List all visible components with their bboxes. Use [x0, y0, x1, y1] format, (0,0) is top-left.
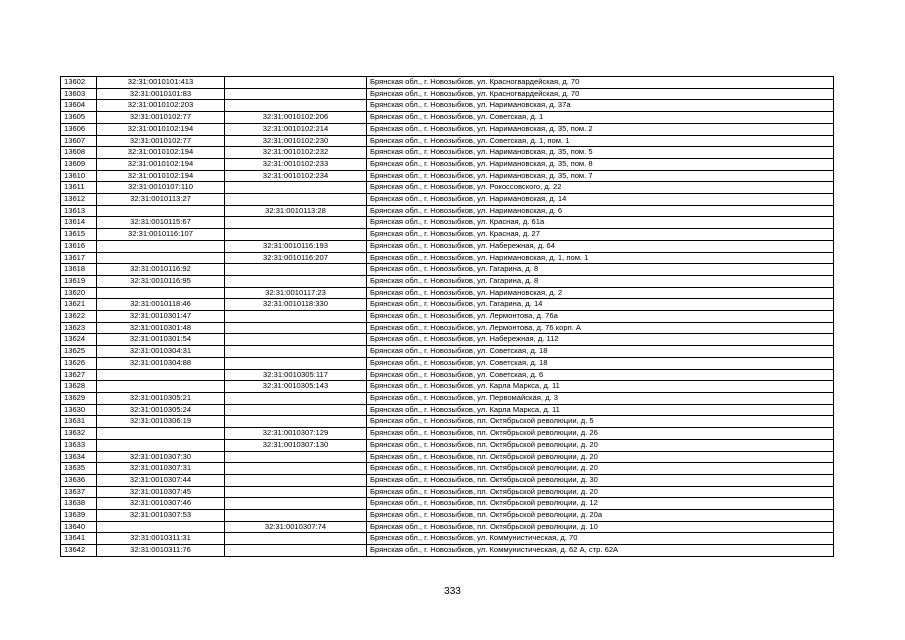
cadastral-number-cell: 32:31:0010307:45	[97, 486, 225, 498]
address-cell: Брянская обл., г. Новозыбков, пл. Октябрьской революции, д. 20	[367, 439, 834, 451]
building-cadastral-number-cell: 32:31:0010102:214	[225, 123, 367, 135]
row-number-cell: 13624	[61, 334, 97, 346]
building-cadastral-number-cell: 32:31:0010102:234	[225, 170, 367, 182]
cadastral-number-cell: 32:31:0010102:194	[97, 170, 225, 182]
address-cell: Брянская обл., г. Новозыбков, пл. Октябрьской революции, д. 26	[367, 428, 834, 440]
row-number-cell: 13608	[61, 147, 97, 159]
table-row	[61, 533, 834, 545]
address-cell: Брянская обл., г. Новозыбков, пл. Октябрьской революции, д. 20а	[367, 510, 834, 522]
table-row	[61, 123, 834, 135]
address-cell: Брянская обл., г. Новозыбков, ул. Гагарина, д. 8	[367, 264, 834, 276]
cadastral-number-cell: 32:31:0010113:27	[97, 194, 225, 206]
row-number-cell: 13621	[61, 299, 97, 311]
cadastral-number-cell: 32:31:0010304:88	[97, 357, 225, 369]
address-cell: Брянская обл., г. Новозыбков, ул. Первомайская, д. 3	[367, 392, 834, 404]
address-cell: Брянская обл., г. Новозыбков, ул. Карла Маркса, д. 11	[367, 381, 834, 393]
row-number-cell: 13636	[61, 474, 97, 486]
table-row	[61, 346, 834, 358]
building-cadastral-number-cell: 32:31:0010118:330	[225, 299, 367, 311]
table-row	[61, 194, 834, 206]
cadastral-number-cell: 32:31:0010101:413	[97, 77, 225, 89]
row-number-cell: 13619	[61, 275, 97, 287]
building-cadastral-number-cell	[225, 334, 367, 346]
cadastral-number-cell	[97, 428, 225, 440]
table-row	[61, 182, 834, 194]
row-number-cell: 13637	[61, 486, 97, 498]
address-cell: Брянская обл., г. Новозыбков, ул. Советская, д. 18	[367, 346, 834, 358]
address-cell: Брянская обл., г. Новозыбков, ул. Советская, д. 1, пом. 1	[367, 135, 834, 147]
table-row	[61, 88, 834, 100]
table-row	[61, 275, 834, 287]
cadastral-number-cell: 32:31:0010301:48	[97, 322, 225, 334]
cadastral-number-cell	[97, 439, 225, 451]
row-number-cell: 13638	[61, 498, 97, 510]
address-cell: Брянская обл., г. Новозыбков, ул. Лермонтова, д. 76а	[367, 311, 834, 323]
cadastral-number-cell	[97, 287, 225, 299]
building-cadastral-number-cell	[225, 100, 367, 112]
row-number-cell: 13631	[61, 416, 97, 428]
address-cell: Брянская обл., г. Новозыбков, пл. Октябрьской революции, д. 5	[367, 416, 834, 428]
table-row	[61, 369, 834, 381]
building-cadastral-number-cell	[225, 322, 367, 334]
building-cadastral-number-cell	[225, 545, 367, 557]
table-row	[61, 334, 834, 346]
table-row	[61, 135, 834, 147]
address-cell: Брянская обл., г. Новозыбков, ул. Коммунистическая, д. 62 А, стр. 62А	[367, 545, 834, 557]
address-cell: Брянская обл., г. Новозыбков, пл. Октябрьской революции, д. 20	[367, 463, 834, 475]
row-number-cell: 13622	[61, 311, 97, 323]
cadastral-number-cell: 32:31:0010102:194	[97, 123, 225, 135]
address-cell: Брянская обл., г. Новозыбков, пл. Октябрьской революции, д. 12	[367, 498, 834, 510]
table-row	[61, 392, 834, 404]
cadastral-number-cell: 32:31:0010102:194	[97, 158, 225, 170]
cadastral-number-cell: 32:31:0010116:95	[97, 275, 225, 287]
table-row	[61, 474, 834, 486]
cadastral-number-cell: 32:31:0010305:24	[97, 404, 225, 416]
table-row	[61, 287, 834, 299]
address-cell: Брянская обл., г. Новозыбков, ул. Наримановская, д. 35, пом. 7	[367, 170, 834, 182]
table-row	[61, 498, 834, 510]
address-cell: Брянская обл., г. Новозыбков, пл. Октябрьской революции, д. 20	[367, 451, 834, 463]
row-number-cell: 13630	[61, 404, 97, 416]
cadastral-number-cell: 32:31:0010304:31	[97, 346, 225, 358]
row-number-cell: 13623	[61, 322, 97, 334]
cadastral-number-cell: 32:31:0010301:54	[97, 334, 225, 346]
row-number-cell: 13616	[61, 240, 97, 252]
building-cadastral-number-cell: 32:31:0010102:232	[225, 147, 367, 159]
table-row	[61, 240, 834, 252]
row-number-cell: 13625	[61, 346, 97, 358]
cadastral-number-cell: 32:31:0010307:30	[97, 451, 225, 463]
row-number-cell: 13618	[61, 264, 97, 276]
table-row	[61, 158, 834, 170]
building-cadastral-number-cell: 32:31:0010102:230	[225, 135, 367, 147]
address-cell: Брянская обл., г. Новозыбков, ул. Карла Маркса, д. 11	[367, 404, 834, 416]
row-number-cell: 13639	[61, 510, 97, 522]
row-number-cell: 13613	[61, 205, 97, 217]
row-number-cell: 13635	[61, 463, 97, 475]
table-row	[61, 229, 834, 241]
table-row	[61, 264, 834, 276]
address-cell: Брянская обл., г. Новозыбков, ул. Наримановская, д. 1, пом. 1	[367, 252, 834, 264]
row-number-cell: 13611	[61, 182, 97, 194]
row-number-cell: 13617	[61, 252, 97, 264]
row-number-cell: 13629	[61, 392, 97, 404]
row-number-cell: 13612	[61, 194, 97, 206]
building-cadastral-number-cell	[225, 474, 367, 486]
table-row	[61, 100, 834, 112]
table-row	[61, 357, 834, 369]
table-row	[61, 252, 834, 264]
table-row	[61, 112, 834, 124]
row-number-cell: 13614	[61, 217, 97, 229]
table-row	[61, 299, 834, 311]
building-cadastral-number-cell: 32:31:0010307:74	[225, 521, 367, 533]
table-row	[61, 147, 834, 159]
row-number-cell: 13628	[61, 381, 97, 393]
cadastral-number-cell: 32:31:0010118:46	[97, 299, 225, 311]
cadastral-number-cell	[97, 252, 225, 264]
table-row	[61, 322, 834, 334]
building-cadastral-number-cell	[225, 311, 367, 323]
address-cell: Брянская обл., г. Новозыбков, ул. Наримановская, д. 35, пом. 2	[367, 123, 834, 135]
building-cadastral-number-cell	[225, 463, 367, 475]
table-row	[61, 416, 834, 428]
cadastral-number-cell: 32:31:0010305:21	[97, 392, 225, 404]
building-cadastral-number-cell	[225, 533, 367, 545]
cadastral-number-cell: 32:31:0010102:77	[97, 135, 225, 147]
address-cell: Брянская обл., г. Новозыбков, ул. Набережная, д. 64	[367, 240, 834, 252]
property-register-table	[60, 76, 834, 557]
cadastral-number-cell: 32:31:0010102:194	[97, 147, 225, 159]
table-body	[61, 77, 834, 557]
building-cadastral-number-cell: 32:31:0010102:233	[225, 158, 367, 170]
building-cadastral-number-cell	[225, 229, 367, 241]
address-cell: Брянская обл., г. Новозыбков, ул. Наримановская, д. 2	[367, 287, 834, 299]
building-cadastral-number-cell: 32:31:0010307:130	[225, 439, 367, 451]
building-cadastral-number-cell: 32:31:0010117:23	[225, 287, 367, 299]
table-row	[61, 205, 834, 217]
cadastral-number-cell: 32:31:0010107:110	[97, 182, 225, 194]
address-cell: Брянская обл., г. Новозыбков, ул. Красногвардейская, д. 70	[367, 88, 834, 100]
row-number-cell: 13606	[61, 123, 97, 135]
cadastral-number-cell: 32:31:0010116:107	[97, 229, 225, 241]
building-cadastral-number-cell: 32:31:0010116:207	[225, 252, 367, 264]
row-number-cell: 13604	[61, 100, 97, 112]
address-cell: Брянская обл., г. Новозыбков, ул. Лермонтова, д. 76 корп. А	[367, 322, 834, 334]
row-number-cell: 13641	[61, 533, 97, 545]
row-number-cell: 13632	[61, 428, 97, 440]
building-cadastral-number-cell	[225, 275, 367, 287]
address-cell: Брянская обл., г. Новозыбков, ул. Советская, д. 6	[367, 369, 834, 381]
cadastral-number-cell: 32:31:0010101:83	[97, 88, 225, 100]
building-cadastral-number-cell: 32:31:0010116:193	[225, 240, 367, 252]
row-number-cell: 13640	[61, 521, 97, 533]
cadastral-number-cell: 32:31:0010102:203	[97, 100, 225, 112]
cadastral-number-cell: 32:31:0010307:46	[97, 498, 225, 510]
address-cell: Брянская обл., г. Новозыбков, ул. Набережная, д. 112	[367, 334, 834, 346]
row-number-cell: 13620	[61, 287, 97, 299]
building-cadastral-number-cell	[225, 357, 367, 369]
address-cell: Брянская обл., г. Новозыбков, ул. Наримановская, д. 35, пом. 5	[367, 147, 834, 159]
table-row	[61, 404, 834, 416]
address-cell: Брянская обл., г. Новозыбков, ул. Гагарина, д. 14	[367, 299, 834, 311]
building-cadastral-number-cell	[225, 346, 367, 358]
row-number-cell: 13603	[61, 88, 97, 100]
cadastral-number-cell: 32:31:0010115:67	[97, 217, 225, 229]
table-row	[61, 381, 834, 393]
cadastral-number-cell: 32:31:0010311:31	[97, 533, 225, 545]
address-cell: Брянская обл., г. Новозыбков, ул. Наримановская, д. 35, пом. 8	[367, 158, 834, 170]
cadastral-number-cell: 32:31:0010102:77	[97, 112, 225, 124]
building-cadastral-number-cell	[225, 404, 367, 416]
row-number-cell: 13607	[61, 135, 97, 147]
address-cell: Брянская обл., г. Новозыбков, ул. Рокоссовского, д. 22	[367, 182, 834, 194]
address-cell: Брянская обл., г. Новозыбков, пл. Октябрьской революции, д. 10	[367, 521, 834, 533]
row-number-cell: 13605	[61, 112, 97, 124]
table-row	[61, 463, 834, 475]
address-cell: Брянская обл., г. Новозыбков, пл. Октябрьской революции, д. 30	[367, 474, 834, 486]
building-cadastral-number-cell	[225, 264, 367, 276]
address-cell: Брянская обл., г. Новозыбков, ул. Красная, д. 27	[367, 229, 834, 241]
cadastral-number-cell: 32:31:0010307:31	[97, 463, 225, 475]
cadastral-number-cell: 32:31:0010311:76	[97, 545, 225, 557]
cadastral-number-cell: 32:31:0010307:44	[97, 474, 225, 486]
row-number-cell: 13642	[61, 545, 97, 557]
building-cadastral-number-cell	[225, 77, 367, 89]
building-cadastral-number-cell	[225, 416, 367, 428]
building-cadastral-number-cell: 32:31:0010113:28	[225, 205, 367, 217]
cadastral-number-cell	[97, 381, 225, 393]
cadastral-number-cell: 32:31:0010306:19	[97, 416, 225, 428]
row-number-cell: 13602	[61, 77, 97, 89]
table-row	[61, 451, 834, 463]
building-cadastral-number-cell	[225, 217, 367, 229]
cadastral-number-cell	[97, 240, 225, 252]
table-row	[61, 428, 834, 440]
building-cadastral-number-cell	[225, 392, 367, 404]
table-row	[61, 439, 834, 451]
cadastral-number-cell	[97, 205, 225, 217]
building-cadastral-number-cell: 32:31:0010305:117	[225, 369, 367, 381]
cadastral-number-cell: 32:31:0010301:47	[97, 311, 225, 323]
address-cell: Брянская обл., г. Новозыбков, пл. Октябрьской революции, д. 20	[367, 486, 834, 498]
row-number-cell: 13633	[61, 439, 97, 451]
building-cadastral-number-cell	[225, 194, 367, 206]
page-number: 333	[444, 586, 461, 597]
row-number-cell: 13634	[61, 451, 97, 463]
address-cell: Брянская обл., г. Новозыбков, ул. Советская, д. 18	[367, 357, 834, 369]
table-row	[61, 510, 834, 522]
table-row	[61, 170, 834, 182]
address-cell: Брянская обл., г. Новозыбков, ул. Красногвардейская, д. 70	[367, 77, 834, 89]
address-cell: Брянская обл., г. Новозыбков, ул. Наримановская, д. 14	[367, 194, 834, 206]
building-cadastral-number-cell	[225, 88, 367, 100]
cadastral-number-cell	[97, 521, 225, 533]
building-cadastral-number-cell	[225, 486, 367, 498]
table-row	[61, 545, 834, 557]
table-row	[61, 486, 834, 498]
address-cell: Брянская обл., г. Новозыбков, ул. Коммунистическая, д. 70	[367, 533, 834, 545]
cadastral-number-cell: 32:31:0010116:92	[97, 264, 225, 276]
building-cadastral-number-cell	[225, 182, 367, 194]
cadastral-number-cell: 32:31:0010307:53	[97, 510, 225, 522]
row-number-cell: 13626	[61, 357, 97, 369]
row-number-cell: 13615	[61, 229, 97, 241]
building-cadastral-number-cell: 32:31:0010305:143	[225, 381, 367, 393]
table-row	[61, 217, 834, 229]
address-cell: Брянская обл., г. Новозыбков, ул. Советская, д. 1	[367, 112, 834, 124]
table-row	[61, 311, 834, 323]
building-cadastral-number-cell	[225, 510, 367, 522]
building-cadastral-number-cell: 32:31:0010102:206	[225, 112, 367, 124]
building-cadastral-number-cell	[225, 498, 367, 510]
address-cell: Брянская обл., г. Новозыбков, ул. Красная, д. 61а	[367, 217, 834, 229]
cadastral-number-cell	[97, 369, 225, 381]
table-row	[61, 521, 834, 533]
building-cadastral-number-cell	[225, 451, 367, 463]
building-cadastral-number-cell: 32:31:0010307:129	[225, 428, 367, 440]
table-row	[61, 77, 834, 89]
address-cell: Брянская обл., г. Новозыбков, ул. Гагарина, д. 8	[367, 275, 834, 287]
row-number-cell: 13610	[61, 170, 97, 182]
address-cell: Брянская обл., г. Новозыбков, ул. Наримановская, д. 37а	[367, 100, 834, 112]
row-number-cell: 13627	[61, 369, 97, 381]
address-cell: Брянская обл., г. Новозыбков, ул. Наримановская, д. 6	[367, 205, 834, 217]
row-number-cell: 13609	[61, 158, 97, 170]
